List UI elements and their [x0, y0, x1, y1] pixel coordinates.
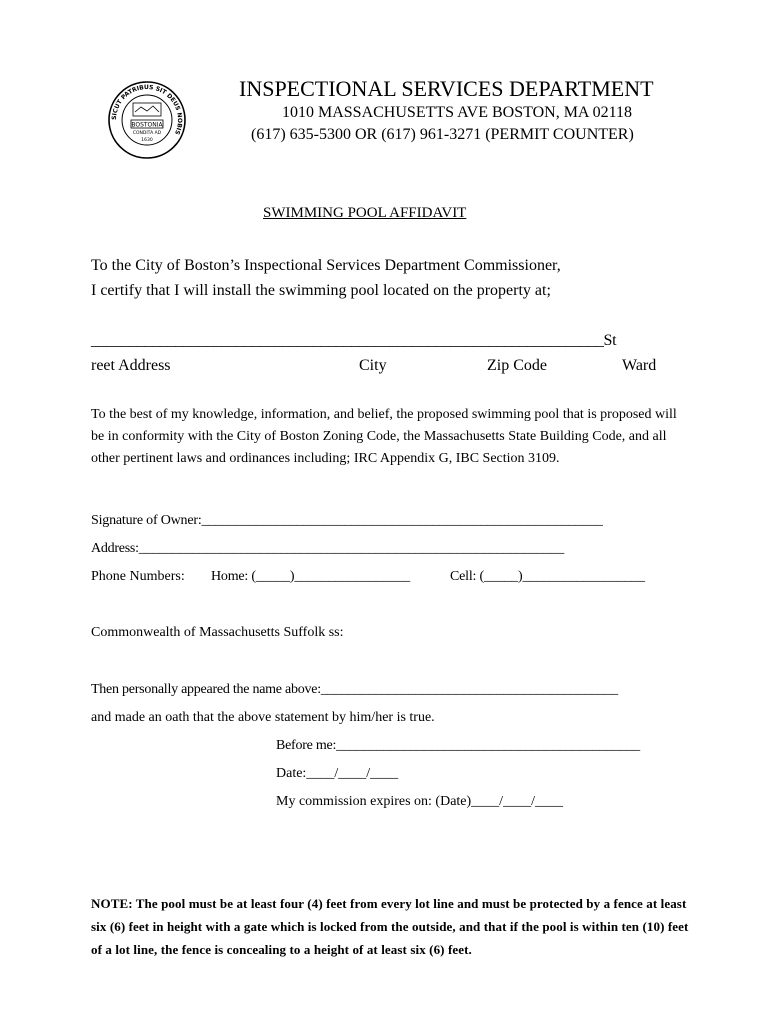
zip-code-label: Zip Code [487, 357, 547, 374]
department-phones: (617) 635-5300 OR (617) 961-3271 (PERMIT COUNTER) [251, 126, 634, 143]
pool-fence-note: NOTE: The pool must be at least four (4) feet from every lot line and must be protected by a fence at least six (6) feet in height with a gate which is locked from the outside, and that if the pool is within ten (10) feet of a lot line, the fence is concealing to a height of at least six (6) feet. [91, 896, 689, 957]
seal-line2: CONDITA AD [132, 131, 162, 136]
department-title: INSPECTIONAL SERVICES DEPARTMENT [239, 76, 654, 101]
seal-ring-text: SICUT PATRIBUS SIT DEUS NOBIS [110, 83, 184, 136]
salutation: To the City of Boston’s Inspectional Services Department Commissioner, [91, 257, 561, 274]
form-title: SWIMMING POOL AFFIDAVIT [263, 205, 467, 221]
ward-label: Ward [622, 357, 657, 374]
home-phone-field[interactable]: Home: (_____)_________________ [211, 569, 410, 584]
commission-expiry-field[interactable]: My commission expires on: (Date)____/____/____ [276, 794, 563, 809]
appeared-name-field[interactable]: Then personally appeared the name above:____________________________________________ [91, 682, 618, 697]
seal-year: 1630 [141, 138, 153, 143]
street-address-label: reet Address [91, 357, 171, 374]
property-address-line[interactable]: ___________________________________________________________________St [91, 332, 617, 349]
department-address: 1010 MASSACHUSETTS AVE BOSTON, MA 02118 [282, 104, 632, 121]
city-seal-icon [107, 80, 187, 160]
seal-name: BOSTONIA [131, 121, 163, 129]
notary-date-field[interactable]: Date:____/____/____ [276, 766, 399, 781]
oath-statement: and made an oath that the above statement by him/her is true. [91, 710, 435, 725]
phone-numbers-label: Phone Numbers: [91, 569, 185, 584]
before-me-field[interactable]: Before me:_____________________________________________ [276, 738, 640, 753]
certify-text: I certify that I will install the swimming pool located on the property at; [91, 282, 551, 299]
city-label: City [359, 357, 387, 374]
conformity-statement: To the best of my knowledge, information, and belief, the proposed swimming pool that is proposed will be in conformity with the City of Boston Zoning Code, the Massachusetts State Building Code, and all other pertinent laws and ordinances including; IRC Appendix G, IBC Section 3109. [91, 407, 677, 466]
commonwealth-heading: Commonwealth of Massachusetts Suffolk ss: [91, 625, 344, 640]
cell-phone-field[interactable]: Cell: (_____)__________________ [450, 569, 645, 584]
owner-signature-field[interactable]: Signature of Owner:___________________________________________________________ [91, 513, 603, 528]
owner-address-field[interactable]: Address:_______________________________________________________________ [91, 541, 565, 556]
